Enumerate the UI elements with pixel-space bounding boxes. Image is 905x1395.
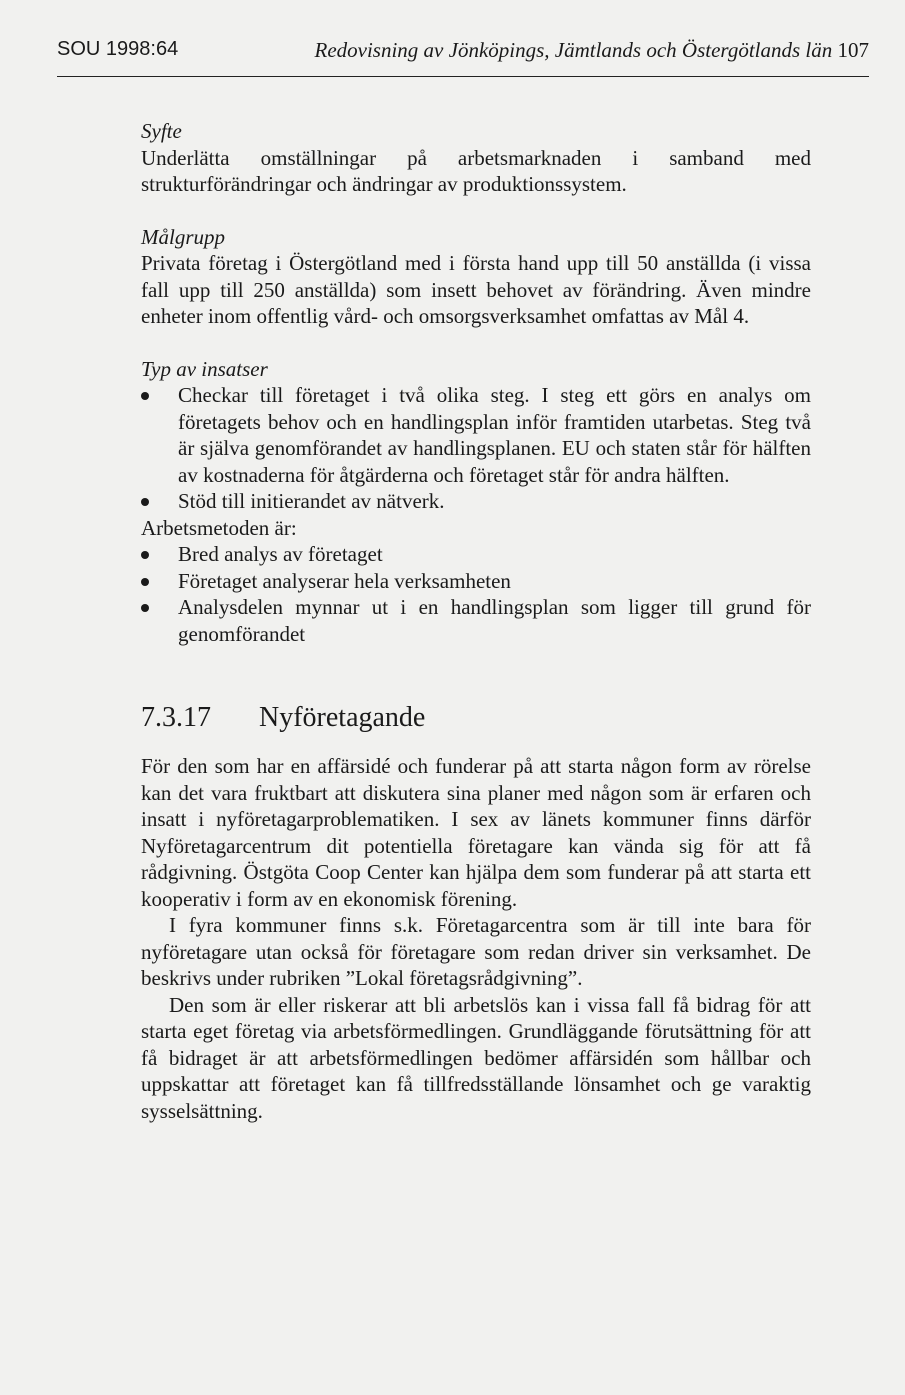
section-heading [141, 701, 811, 735]
list-item-text: Bred analys av företaget [178, 542, 383, 566]
bullet-icon [141, 578, 149, 586]
bullet-icon [141, 498, 149, 506]
list-item [141, 594, 811, 647]
list-item-text: Företaget analyserar hela verksamheten [178, 568, 511, 593]
syfte-heading: Syfte [141, 119, 182, 143]
list-item-text: Stöd till initierandet av nätverk. [178, 489, 445, 513]
list-item [141, 541, 811, 568]
malgrupp-heading: Målgrupp [141, 224, 225, 249]
running-header [57, 36, 869, 77]
section-paragraph: För den som har en affärsidé och funderar på att starta någon form av rörelse kan det vara fruktbart att diskutera sina planer med någon som är erfaren och insatt i nyföretagarproblematiken. I sex av länets kommuner finns därför Nyföretagarcentrum dit potentiella företagare kan vända sig för att få rådgivning. Östgöta Coop Center kan hjälpa dem som funderar på att starta ett kooperativ i form av en ekonomisk förening. [141, 754, 811, 911]
section-number: 7.3.17 [141, 702, 211, 733]
bullet-icon [141, 392, 149, 400]
list-item [141, 568, 811, 595]
section-paragraph: Den som är eller riskerar att bli arbetslös kan i vissa fall få bidrag för att starta eget företag via arbetsförmedlingen. Grundläggande förutsättning för att få bidraget är att arbetsförmedlingen bedömer affärsidén som hållbar och uppskattar att företaget kan få tillfredsställande lönsamhet och ge varaktig sysselsättning. [141, 992, 811, 1123]
bullet-icon [141, 604, 149, 612]
bullet-icon [141, 551, 149, 559]
header-series: SOU 1998:64 [57, 38, 179, 60]
insatser-list [141, 382, 811, 515]
list-item-text: Analysdelen mynnar ut i en handlingsplan som ligger till grund för genomförandet [178, 595, 811, 646]
typ-heading: Typ av insatser [141, 356, 268, 381]
syfte-text: Underlätta omställningar på arbetsmarknaden i samband med strukturförändringar och ändringar av produktionssystem. [141, 145, 811, 196]
header-right [315, 38, 870, 63]
malgrupp-text: Privata företag i Östergötland med i första hand upp till 50 anställda (i vissa fall upp till 250 anställda) som insett behovet av förändring. Även mindre enheter inom offentlig vård- och omsorgsverksamhet omfattas av Mål 4. [141, 251, 811, 328]
method-intro: Arbetsmetoden är: [141, 515, 297, 540]
list-item-text: Checkar till företaget i två olika steg. I steg ett görs en analys om företagets behov och en handlingsplan inför framtiden utarbetas. Steg två är själva genomförandet av handlingsplanen. EU och staten står för hälften av kostnaderna för åtgärderna och företaget står för andra hälften. [178, 383, 811, 487]
method-list [141, 541, 811, 647]
section-title: Nyföretagande [259, 702, 426, 733]
section-paragraph: I fyra kommuner finns s.k. Företagarcentra som är till inte bara för nyföretagare utan också för företagare som redan driver sin verksamhet. De beskrivs under rubriken ”Lokal företagsrådgivning”. [141, 913, 811, 990]
list-item [141, 382, 811, 488]
list-item [141, 488, 811, 515]
page-content [141, 118, 811, 1124]
page-number: 107 [837, 38, 869, 62]
header-title: Redovisning av Jönköpings, Jämtlands och Östergötlands län [314, 38, 833, 62]
